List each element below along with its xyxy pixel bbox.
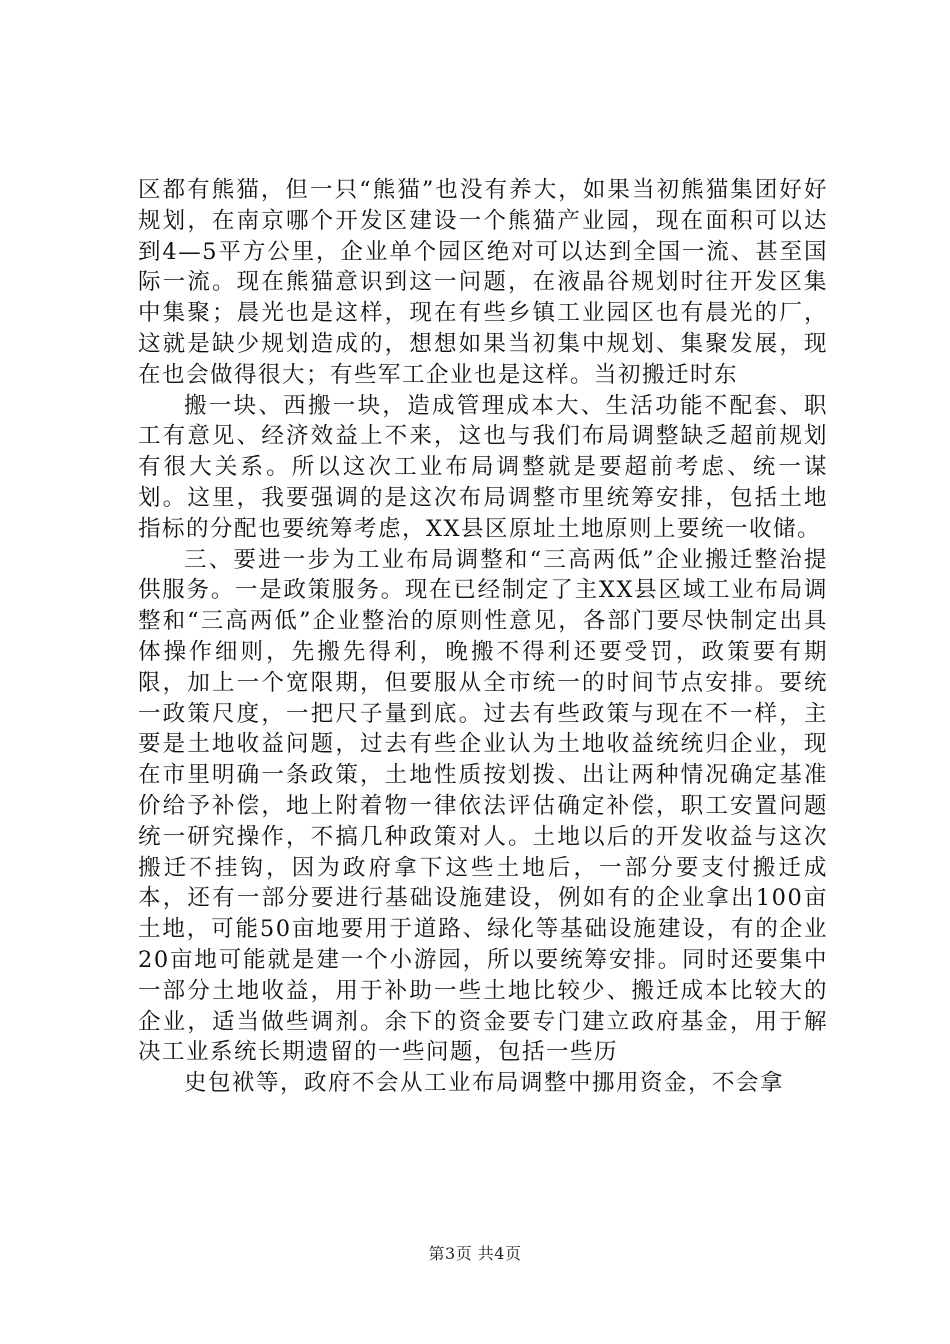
paragraph: 搬一块、西搬一块，造成管理成本大、生活功能不配套、职工有意见、经济效益上不来，这也与我们布局调整缺乏超前规划有很大关系。所以这次工业布局调整就是要超前考虑、统一谋划。这里，我要强调的是这次布局调整市里统筹安排，包括土地指标的分配也要统筹考虑，XX县区原址土地原则上要统一收储。 <box>138 392 828 542</box>
paragraph: 史包袱等，政府不会从工业布局调整中挪用资金，不会拿 <box>184 1070 785 1097</box>
paragraph-continued: 区都有熊猫，但一只“熊猫”也没有养大，如果当初熊猫集团好好规划，在南京哪个开发区建设一个熊猫产业园，现在面积可以达到4—5平方公里，企业单个园区绝对可以达到全国一流、甚至国际一流。现在熊猫意识到这一问题，在液晶谷规划时往开发区集中集聚；晨光也是这样，现在有些乡镇工业园区也有晨光的厂，这就是缺少规划造成的，想想如果当初集中规划、集聚发展，现在也会做得很大；有些军工企业也是这样。当初搬迁时东 <box>138 177 828 388</box>
paragraph-section-three: 三、要进一步为工业布局调整和“三高两低”企业搬迁整治提供服务。一是政策服务。现在已经制定了主XX县区域工业布局调整和“三高两低”企业整治的原则性意见，各部门要尽快制定出具体操作细则，先搬先得利，晚搬不得利还要受罚，政策要有期限，加上一个宽限期，但要服从全市统一的时间节点安排。要统一政策尺度，一把尺子量到底。过去有些政策与现在不一样，主要是土地收益问题，过去有些企业认为土地收益统统归企业，现在市里明确一条政策，土地性质按划拨、出让两种情况确定基准价给予补偿，地上附着物一律依法评估确定补偿，职工安置问题统一研究操作，不搞几种政策对人。土地以后的开发收益与这次搬迁不挂钩，因为政府拿下这些土地后，一部分要支付搬迁成本，还有一部分要进行基础设施建设，例如有的企业拿出100亩土地，可能50亩地要用于道路、绿化等基础设施建设，有的企业20亩地可能就是建一个小游园，所以要统筹安排。同时还要集中一部分土地收益，用于补助一些土地比较少、搬迁成本比较大的企业，适当做些调剂。余下的资金要专门建立政府基金，用于解决工业系统长期遗留的一些问题，包括一些历 <box>138 546 828 1066</box>
page-footer: 第3页 共4页 <box>428 1244 522 1263</box>
document-body <box>138 175 828 1099</box>
